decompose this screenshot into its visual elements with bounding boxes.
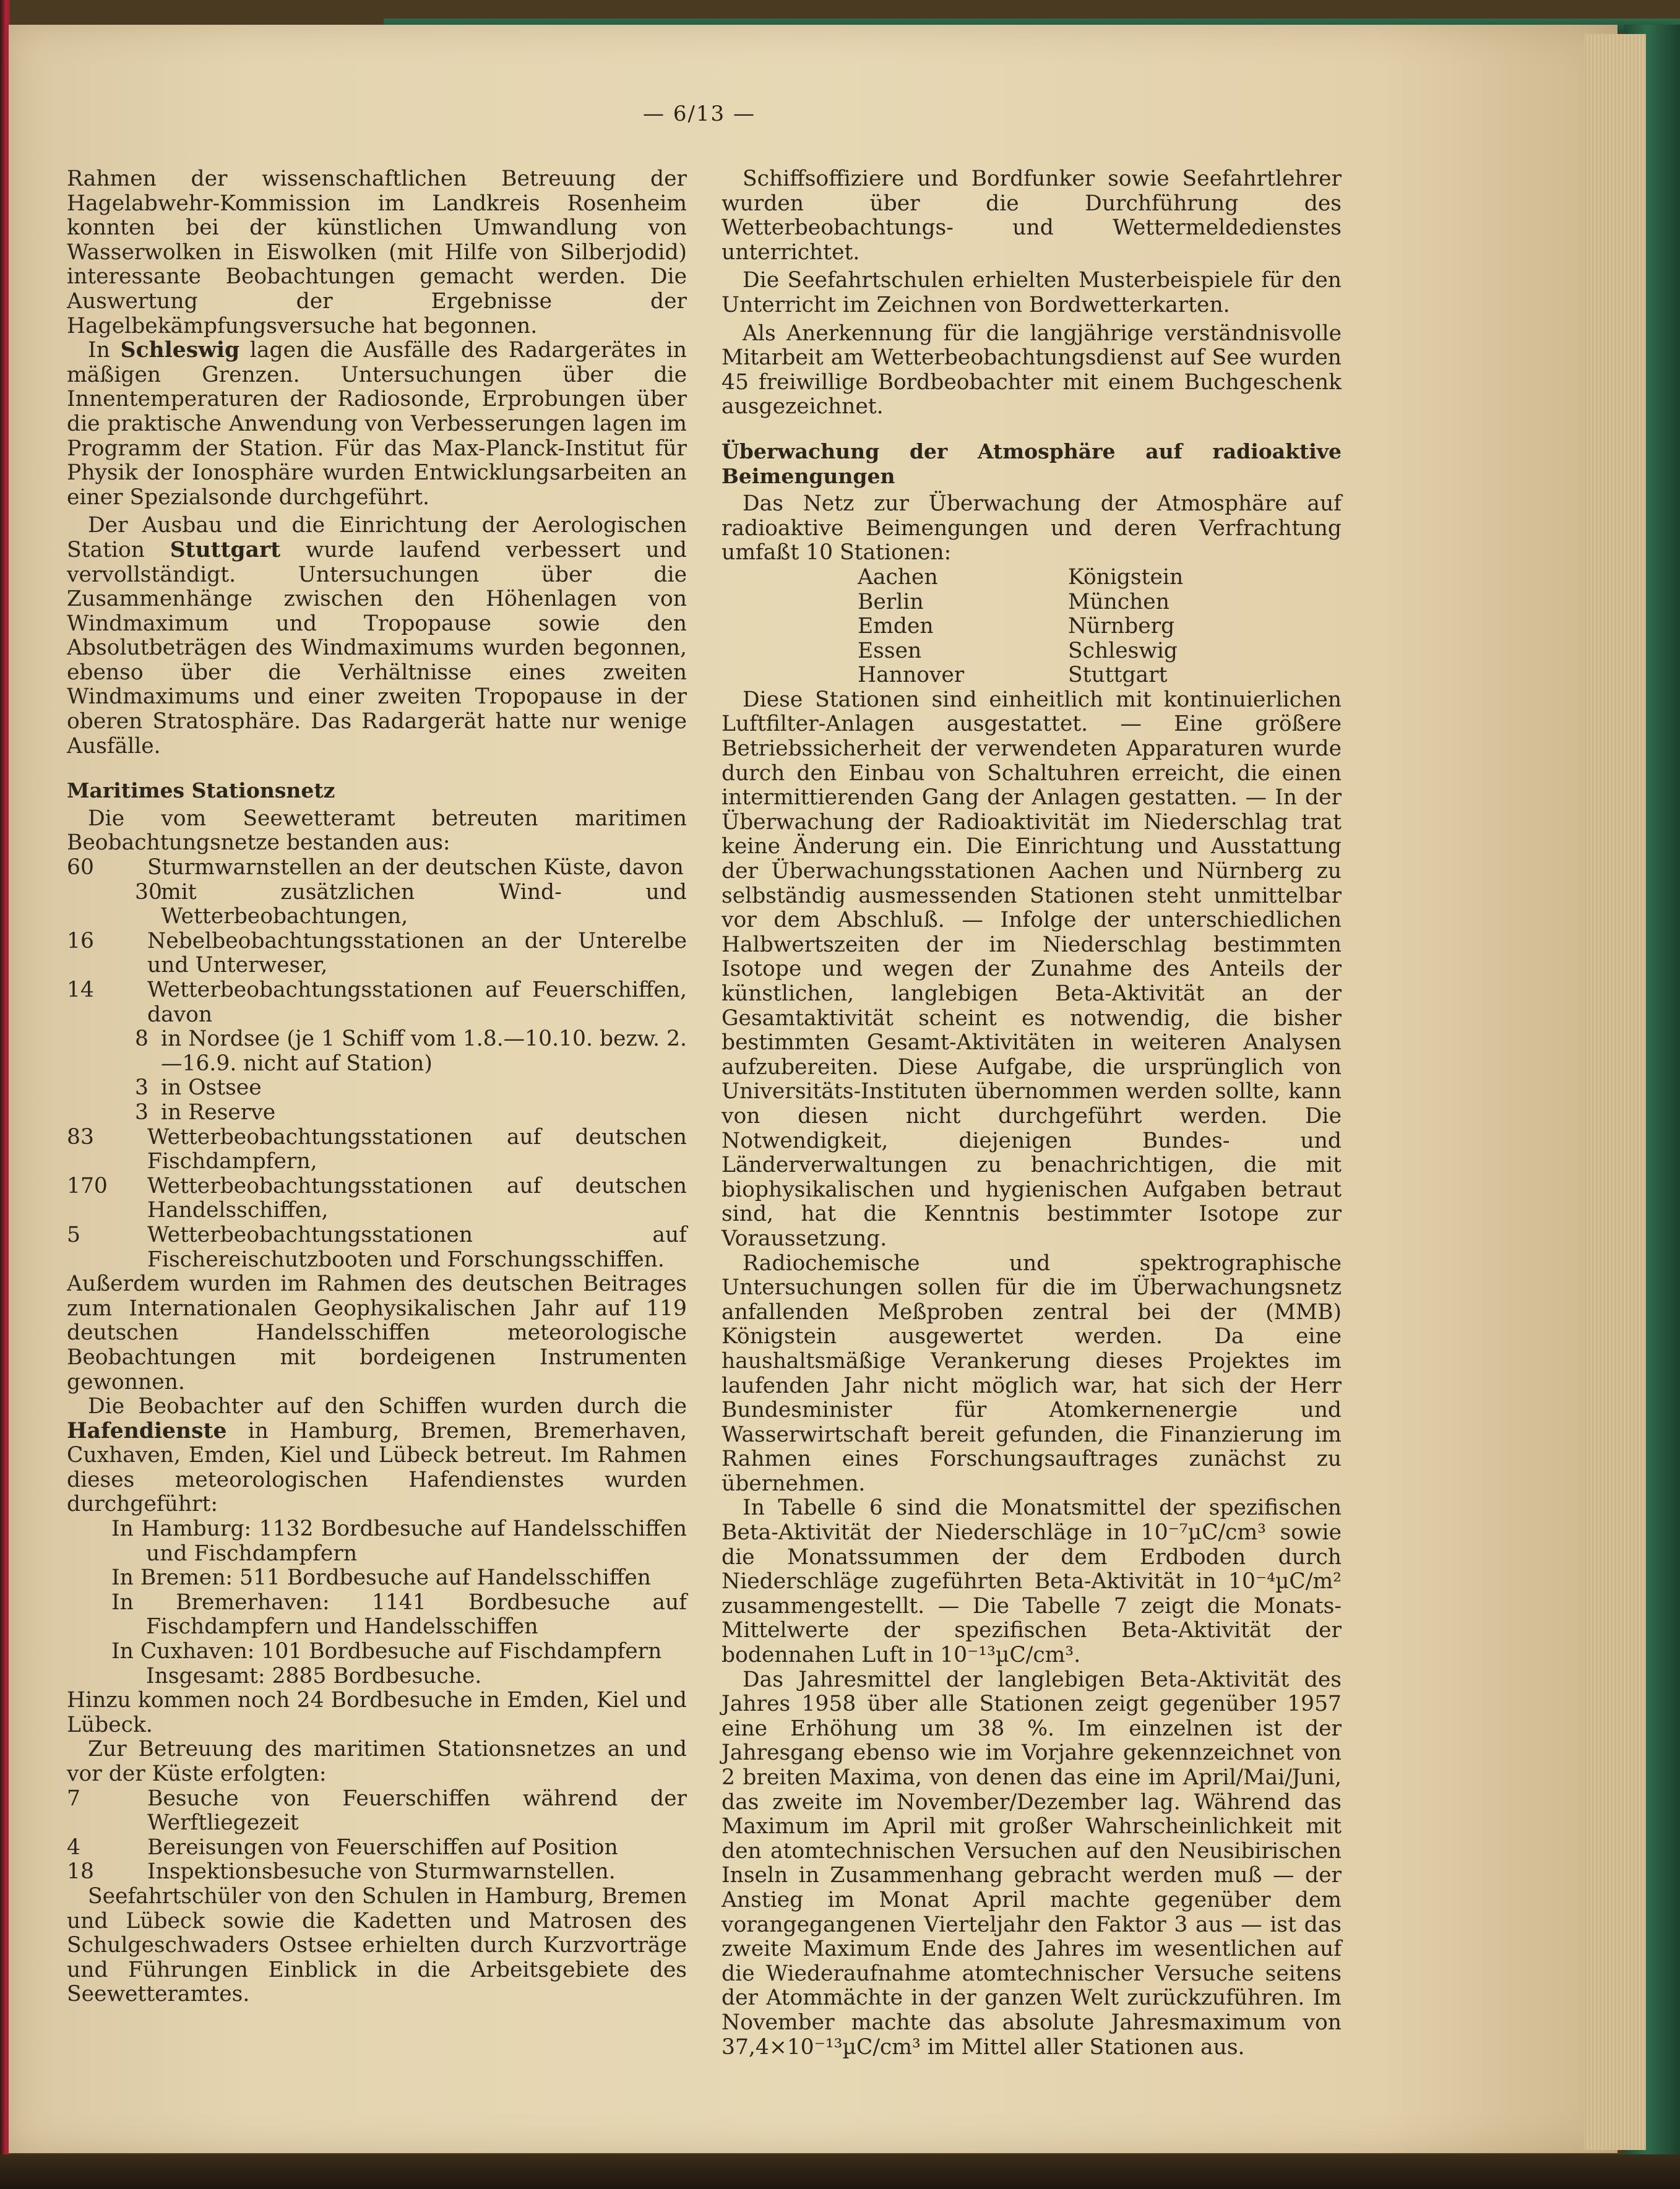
text: In	[88, 338, 121, 363]
paragraph: Diese Stationen sind einheitlich mit kontinuierlichen Luftfilter-Anlagen ausgestattet. — Eine größere Betriebssicherheit der verwendeten Apparaturen wurde durch den Einbau von Schaltuhren erreicht, die einen intermittierenden Gang der Anlagen gestatten. — In der Überwachung der Radioaktivität im Niederschlag trat keine Änderung ein. Die Einrichtung und Ausstattung der Überwachungsstationen Aachen und Nürnberg zu selbständig ausmessenden Stationen steht unmittelbar vor dem Abschluß. — Infolge der unterschiedlichen Halbwertszeiten der im Niederschlag bestimmten Isotope und wegen der Zunahme des Anteils der künstlichen, langlebigen Beta-Aktivität an der Gesamtaktivität scheint es notwendig, die bisher bestimmten Gesamt-Aktivitäten in weiteren Analysen aufzubereiten. Diese Aufgabe, die ursprünglich von Universitäts-Instituten übernommen werden sollte, kann von diesen nicht durchgeführt werden. Die Notwendigkeit, diejenigen Bundes- und Länderverwaltungen zu benachrichtigen, die mit biophysikalischen und hygienischen Aufgaben betraut sind, hat die Kenntnis bestimmter Isotope zur Voraussetzung.	[722, 687, 1342, 1251]
harbor-entry	[67, 1566, 687, 1591]
item-text: Wetterbeobachtungsstationen auf Fischereischutzbooten und Forschungsschiffen.	[147, 1222, 687, 1272]
station-name: Stuttgart	[1068, 663, 1168, 688]
station-list	[722, 566, 1342, 688]
item-number: 16	[67, 928, 94, 953]
item-number: 83	[67, 1124, 94, 1150]
list-item	[67, 1223, 687, 1272]
right-column	[722, 167, 1342, 2060]
item-text: Wetterbeobachtungsstationen auf Feuerschiffen, davon	[147, 978, 687, 1027]
station-name: Hannover	[858, 663, 965, 688]
harbor-entry	[67, 1591, 687, 1640]
list-subitem	[67, 1027, 687, 1076]
item-text: mit zusätzlichen Wind- und Wetterbeobachtungen,	[161, 879, 687, 929]
station-column-a	[858, 566, 1068, 688]
list-subitem	[67, 1076, 687, 1101]
bold-term: Stuttgart	[170, 537, 281, 562]
paragraph	[67, 514, 687, 759]
item-number: 3	[135, 1099, 149, 1125]
list-item	[67, 1860, 687, 1885]
item-number: 7	[67, 1786, 80, 1811]
paragraph	[67, 1395, 687, 1517]
paragraph: Die Seefahrtschulen erhielten Musterbeispiele für den Unterricht im Zeichnen von Bordwetterkarten.	[722, 268, 1342, 317]
book-bottom-edge	[0, 2154, 1680, 2189]
harbor-line: In Hamburg: 1132 Bordbesuche auf Handelsschiffen und Fischdampfern	[111, 1516, 687, 1566]
item-number: 8	[135, 1026, 149, 1052]
station-name: Schleswig	[1068, 638, 1178, 663]
list-item	[67, 856, 687, 880]
item-text: in Nordsee (je 1 Schiff vom 1.8.—10.10. bezw. 2.—16.9. nicht auf Station)	[161, 1026, 687, 1076]
item-number: 14	[67, 978, 94, 1002]
item-text: Nebelbeobachtungsstationen an der Unterelbe und Unterweser,	[147, 928, 687, 978]
harbor-line: In Bremen: 511 Bordbesuche auf Handelsschiffen	[111, 1565, 651, 1591]
list-item	[67, 1174, 687, 1223]
paragraph: Schiffsoffiziere und Bordfunker sowie Seefahrtlehrer wurden über die Durchführung des Wetterbeobachtungs- und Wettermeldedienstes unterrichtet.	[722, 166, 1342, 265]
text: lagen die Ausfälle des Radargerätes in mäßigen Grenzen. Untersuchungen über die Innentemperaturen der Radiosonde, Erprobungen über die praktische Anwendung von Verbesserungen lagen im Programm der Station. Für das Max-Planck-Institut für Physik der Ionosphäre wurden Entwicklungsarbeiten an einer Spezialsonde durchgeführt.	[67, 338, 687, 510]
station-name: Berlin	[858, 589, 924, 614]
text: Die Beobachter auf den Schiffen wurden durch die	[88, 1394, 687, 1419]
list-item	[67, 978, 687, 1027]
item-number: 3	[135, 1075, 149, 1101]
paragraph: Radiochemische und spektrographische Untersuchungen sollen für die im Überwachungsnetz anfallenden Meßproben zentral bei der (MMB) Königstein ausgewertet werden. Da eine haushaltsmäßige Verankerung dieses Projektes im laufenden Jahr nicht möglich war, hat sich der Herr Bundesminister für Atomkernenergie und Wasserwirtschaft bereit gefunden, die Finanzierung im Rahmen eines Forschungsauftrages zunächst zu übernehmen.	[722, 1250, 1342, 1496]
station-name: Emden	[858, 614, 934, 639]
harbor-line: In Bremerhaven: 1141 Bordbesuche auf Fischdampfern und Handelsschiffen	[111, 1589, 687, 1640]
list-subitem	[67, 880, 687, 929]
section-heading: Überwachung der Atmosphäre auf radioaktive Beimengungen	[722, 439, 1342, 488]
station-name: Aachen	[858, 564, 938, 590]
text: wurde laufend verbessert und vervollständigt. Untersuchungen über die Zusammenhänge zwischen den Höhenlagen von Windmaximum und Tropopause sowie den Absolutbeträgen des Windmaximums wurden begonnen, ebenso über die Verhältnisse eines zweiten Windmaximums und einer zweiten Tropopause in der oberen Stratosphäre. Das Radargerät hatte nur wenige Ausfälle.	[67, 537, 687, 759]
harbor-entry	[67, 1640, 687, 1664]
paragraph: Hinzu kommen noch 24 Bordbesuche in Emden, Kiel und Lübeck.	[67, 1688, 687, 1737]
harbor-entry	[67, 1517, 687, 1566]
section-heading: Maritimes Stationsnetz	[67, 778, 335, 803]
station-name: Essen	[858, 638, 922, 663]
paragraph: Als Anerkennung für die langjährige verständnisvolle Mitarbeit am Wetterbeobachtungsdienst auf See wurden 45 freiwillige Bordbeobachter mit einem Buchgeschenk ausgezeichnet.	[722, 320, 1342, 419]
list-item	[67, 1125, 687, 1174]
item-number: 18	[67, 1859, 94, 1885]
paragraph: Die vom Seewetteramt betreuten maritimen Beobachtungsnetze bestanden aus:	[67, 806, 687, 856]
station-column-b	[1068, 566, 1278, 688]
paragraph: Das Netz zur Überwachung der Atmosphäre auf radioaktive Beimengungen und deren Verfrachtung umfaßt 10 Stationen:	[722, 491, 1342, 566]
paragraph: In Tabelle 6 sind die Monatsmittel der spezifischen Beta-Aktivität der Niederschläge in 10⁻⁷µC/cm³ sowie die Monatssummen der dem Erdboden durch Niederschläge zugeführten Beta-Aktivität in 10⁻⁴µC/m² zusammengestellt. — Die Tabelle 7 zeigt die Monats-Mittelwerte der spezifischen Beta-Aktivität der bodennahen Luft in 10⁻¹³µC/cm³.	[722, 1495, 1342, 1668]
harbor-line: In Cuxhaven: 101 Bordbesuche auf Fischdampfern	[111, 1639, 662, 1664]
bold-term: Schleswig	[120, 338, 240, 363]
paragraph: Das Jahresmittel der langlebigen Beta-Aktivität des Jahres 1958 über alle Stationen zeigt gegenüber 1957 eine Erhöhung um 38 %. Im einzelnen ist der Jahresgang ebenso wie im Vorjahre gekennzeichnet von 2 breiten Maxima, von denen das eine im April/Mai/Juni, das zweite im November/Dezember lag. Während das Maximum im April mit großer Wahrscheinlichkeit mit den atomtechnischen Versuchen auf den Neusibirischen Inseln in Zusammenhang gebracht werden muß — der Anstieg im Monat April machte gegenüber dem vorangegangenen Vierteljahr den Faktor 3 aus — ist das zweite Maximum Ende des Jahres im wesentlichen auf die Wiederaufnahme atomtechnischer Versuche seitens der Atommächte in der ganzen Welt zurückzuführen. Im November machte das absolute Jahresmaximum von 37,4×10⁻¹³µC/cm³ im Mittel aller Stationen aus.	[722, 1667, 1342, 2060]
item-text: Besuche von Feuerschiffen während der Werftliegezeit	[147, 1786, 687, 1836]
item-text: in Reserve	[161, 1099, 276, 1125]
text: in Hamburg, Bremen, Bremerhaven, Cuxhaven, Emden, Kiel und Lübeck betreut. Im Rahmen dieses meteorologischen Hafendienstes wurden durchgeführt:	[67, 1418, 687, 1517]
item-text: Sturmwarnstellen an der deutschen Küste, davon	[147, 855, 684, 880]
item-text: Inspektionsbesuche von Sturmwarnstellen.	[147, 1859, 616, 1885]
left-column	[67, 167, 687, 2007]
station-name: Nürnberg	[1068, 614, 1175, 639]
list-subitem	[67, 1101, 687, 1125]
item-number: 5	[67, 1222, 80, 1247]
item-text: Wetterbeobachtungsstationen auf deutschen Fischdampfern,	[147, 1124, 687, 1174]
paragraph	[67, 338, 687, 510]
item-text: Bereisungen von Feuerschiffen auf Position	[147, 1834, 618, 1860]
list-item	[67, 1787, 687, 1836]
list-item	[67, 1836, 687, 1860]
paragraph: Rahmen der wissenschaftlichen Betreuung der Hagelabwehr-Kommission im Landkreis Rosenheim konnten bei der künstlichen Umwandlung von Wasserwolken in Eiswolken (mit Hilfe von Silberjodid) interessante Beobachtungen gemacht werden. Die Auswertung der Ergebnisse der Hagelbekämpfungsversuche hat begonnen.	[67, 166, 687, 338]
station-name: Königstein	[1068, 564, 1184, 590]
item-number: 170	[67, 1173, 108, 1198]
item-number: 30	[135, 879, 162, 905]
paragraph: Außerdem wurden im Rahmen des deutschen Beitrages zum Internationalen Geophysikalischen Jahr auf 119 deutschen Handelsschiffen meteorologische Beobachtungen mit bordeigenen Instrumenten gewonnen.	[67, 1271, 687, 1395]
bold-term: Hafendienste	[67, 1418, 227, 1443]
paragraph: Seefahrtschüler von den Schulen in Hamburg, Bremen und Lübeck sowie die Kadetten und Matrosen des Schulgeschwaders Ostsee erhielten durch Kurzvorträge und Führungen Einblick in die Arbeitsgebiete des Seewetteramtes.	[67, 1883, 687, 2007]
item-text: in Ostsee	[161, 1075, 262, 1101]
item-number: 60	[67, 855, 94, 880]
list-item	[67, 929, 687, 978]
page-stack-edge	[1584, 34, 1646, 2150]
text: Der Ausbau und die Einrichtung der Aerologischen Station	[67, 513, 687, 562]
page-number: — 6/13 —	[643, 101, 756, 126]
item-number: 4	[67, 1834, 80, 1860]
item-text: Wetterbeobachtungsstationen auf deutschen Handelsschiffen,	[147, 1173, 687, 1223]
paragraph: Zur Betreuung des maritimen Stationsnetzes an und vor der Küste erfolgten:	[67, 1737, 687, 1786]
station-name: München	[1068, 589, 1170, 614]
harbor-total: Insgesamt: 2885 Bordbesuche.	[146, 1663, 482, 1688]
